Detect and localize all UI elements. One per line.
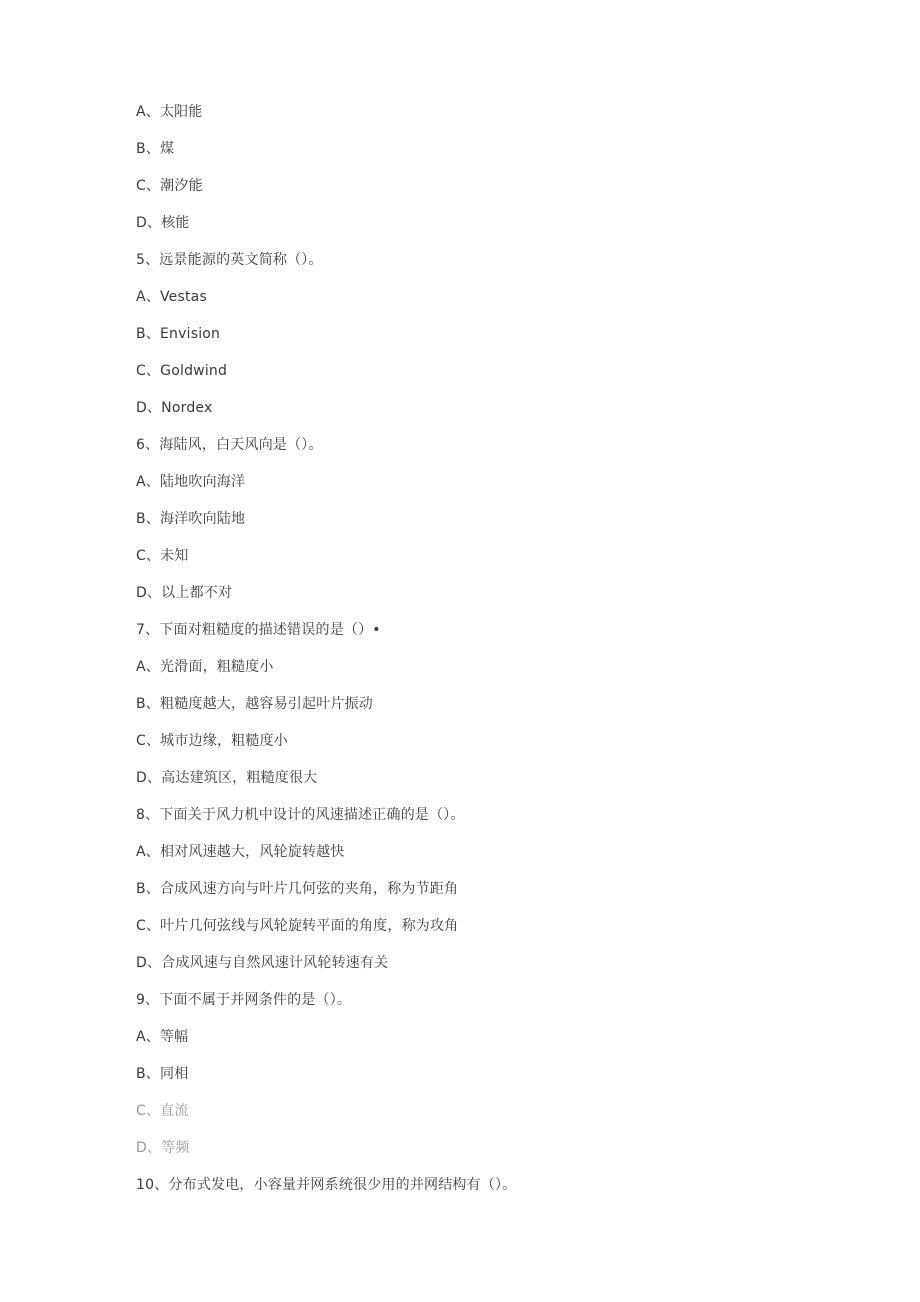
option-text: B、Envision (136, 326, 221, 342)
question-text: 5、远景能源的英文简称（）。 (136, 252, 323, 268)
option-line (136, 1063, 516, 1100)
option-line (136, 101, 516, 138)
question-line (136, 989, 516, 1026)
question-text: 8、下面关于风力机中设计的风速描述正确的是（）。 (136, 807, 465, 823)
option-text: C、直流 (136, 1103, 189, 1119)
option-line (136, 1026, 516, 1063)
option-text: B、海洋吹向陆地 (136, 511, 246, 527)
option-text: C、叶片几何弦线与风轮旋转平面的角度，称为攻角 (136, 918, 459, 934)
option-line (136, 841, 516, 878)
option-line (136, 767, 516, 804)
option-line (136, 471, 516, 508)
question-text: 7、下面对粗糙度的描述错误的是（）• (136, 622, 381, 638)
question-list (136, 101, 516, 1211)
option-text: A、Vestas (136, 289, 207, 305)
option-text: A、等幅 (136, 1029, 189, 1045)
option-text: D、高达建筑区，粗糙度很大 (136, 770, 318, 786)
option-line (136, 397, 516, 434)
question-line (136, 619, 516, 656)
option-text: A、陆地吹向海洋 (136, 474, 246, 490)
option-line (136, 138, 516, 175)
option-line (136, 582, 516, 619)
option-text: C、潮汐能 (136, 178, 203, 194)
option-line (136, 323, 516, 360)
option-line (136, 286, 516, 323)
option-text: C、未知 (136, 548, 189, 564)
option-text: C、城市边缘，粗糙度小 (136, 733, 288, 749)
option-line (136, 656, 516, 693)
option-line (136, 915, 516, 952)
option-text: B、同相 (136, 1066, 189, 1082)
option-line (136, 508, 516, 545)
option-text: D、合成风速与自然风速计风轮转速有关 (136, 955, 389, 971)
option-line (136, 952, 516, 989)
option-line (136, 878, 516, 915)
option-text: B、合成风速方向与叶片几何弦的夹角，称为节距角 (136, 881, 459, 897)
option-text: A、太阳能 (136, 104, 203, 120)
option-text: A、光滑面，粗糙度小 (136, 659, 274, 675)
option-text: C、Goldwind (136, 363, 228, 379)
option-text: D、以上都不对 (136, 585, 233, 601)
question-text: 6、海陆风，白天风向是（）。 (136, 437, 323, 453)
option-line (136, 1100, 516, 1137)
option-line (136, 212, 516, 249)
option-line (136, 175, 516, 212)
option-line (136, 693, 516, 730)
question-line (136, 249, 516, 286)
question-text: 9、下面不属于并网条件的是（）。 (136, 992, 352, 1008)
question-line (136, 804, 516, 841)
option-line (136, 545, 516, 582)
option-text: B、煤 (136, 141, 175, 157)
option-line (136, 730, 516, 767)
option-line (136, 1137, 516, 1174)
question-line (136, 1174, 516, 1211)
option-text: D、Nordex (136, 400, 213, 416)
question-line (136, 434, 516, 471)
option-line (136, 360, 516, 397)
option-text: B、粗糙度越大，越容易引起叶片振动 (136, 696, 374, 712)
option-text: A、相对风速越大，风轮旋转越快 (136, 844, 345, 860)
question-text: 10、分布式发电，小容量并网系统很少用的并网结构有（）。 (136, 1177, 517, 1193)
option-text: D、核能 (136, 215, 190, 231)
option-text: D、等频 (136, 1140, 190, 1156)
